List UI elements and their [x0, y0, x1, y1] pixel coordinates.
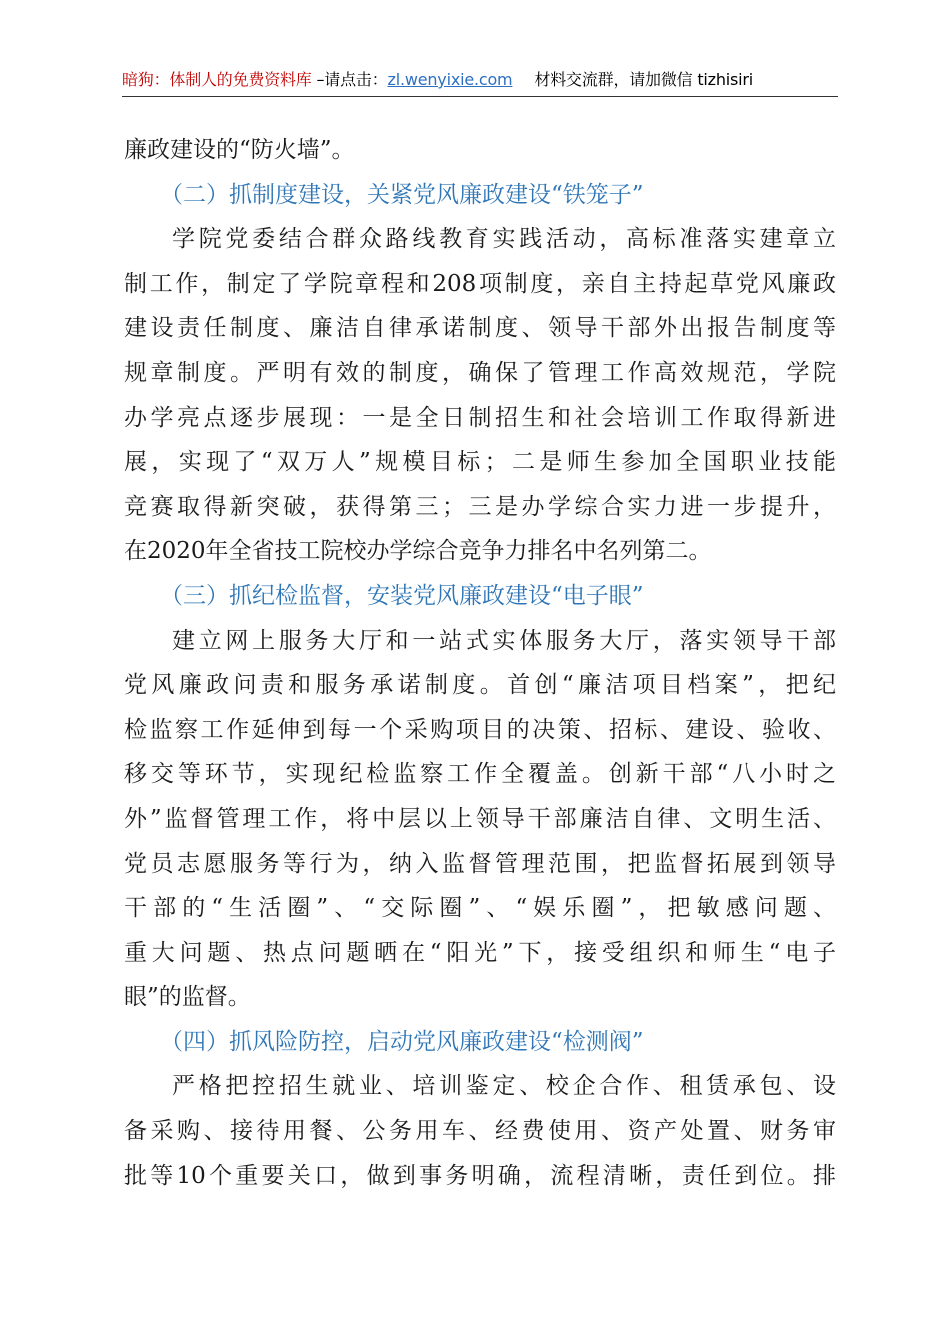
- paragraph-line: 规章制度。严明有效的制度，确保了管理工作高效规范，学院: [124, 359, 836, 386]
- document-body: [124, 128, 836, 1198]
- paragraph-line: 建立网上服务大厅和一站式实体服务大厅，落实领导干部: [172, 627, 836, 654]
- paragraph-line: 批等10个重要关口，做到事务明确，流程清晰，责任到位。排: [124, 1162, 836, 1189]
- paragraph-line: 学院党委结合群众路线教育实践活动，高标准落实建章立: [172, 226, 836, 253]
- paragraph-line: 检监察工作延伸到每一个采购项目的决策、招标、建设、验收、: [124, 716, 836, 743]
- paragraph-line: 在2020年全省技工院校办学综合竞争力排名中名列第二。: [124, 538, 712, 565]
- paragraph-line: 眼”的监督。: [124, 984, 251, 1011]
- paragraph-line: 党风廉政问责和服务承诺制度。首创“廉洁项目档案”，把纪: [124, 672, 836, 699]
- header-divider: [122, 96, 838, 97]
- paragraph-line: 移交等环节，实现纪检监察工作全覆盖。创新干部“八小时之: [124, 761, 836, 788]
- paragraph-line: 办学亮点逐步展现：一是全日制招生和社会培训工作取得新进: [124, 404, 836, 431]
- page-header: [122, 66, 838, 96]
- section-heading-4: （四）抓风险防控，启动党风廉政建设“检测阀”: [160, 1028, 644, 1055]
- header-contact-text: 材料交流群，请加微信 tizhisiri: [534, 70, 754, 89]
- paragraph-line: 展，实现了“双万人”规模目标；二是师生参加全国职业技能: [124, 449, 836, 476]
- paragraph-line: 廉政建设的“防火墙”。: [124, 137, 355, 163]
- paragraph-line: 重大问题、热点问题晒在“阳光”下，接受组织和师生“电子: [124, 939, 836, 966]
- paragraph-line: 外”监督管理工作，将中层以上领导干部廉洁自律、文明生活、: [124, 805, 836, 832]
- section-heading-3: （三）抓纪检监督，安装党风廉政建设“电子眼”: [160, 582, 644, 609]
- paragraph-line: 干部的“生活圈”、“交际圈”、“娱乐圈”，把敏感问题、: [124, 895, 836, 922]
- paragraph-line: 备采购、接待用餐、公务用车、经费使用、资产处置、财务审: [124, 1118, 836, 1145]
- paragraph-line: 党员志愿服务等行为，纳入监督管理范围，把监督拓展到领导: [124, 850, 836, 877]
- paragraph-line: 严格把控招生就业、培训鉴定、校企合作、租赁承包、设: [172, 1073, 836, 1100]
- paragraph-line: 竞赛取得新突破，获得第三；三是办学综合实力进一步提升，: [124, 493, 836, 520]
- section-heading-2: （二）抓制度建设，关紧党风廉政建设“铁笼子”: [160, 181, 644, 208]
- header-click-prompt: –请点击：: [311, 70, 388, 89]
- paragraph-line: 建设责任制度、廉洁自律承诺制度、领导干部外出报告制度等: [124, 315, 836, 342]
- paragraph-line: 制工作，制定了学院章程和208项制度，亲自主持起草党风廉政: [124, 270, 836, 297]
- header-website-link[interactable]: zl.wenyixie.com: [387, 70, 513, 89]
- header-brand-text: 暗狗：体制人的免费资料库: [122, 70, 312, 89]
